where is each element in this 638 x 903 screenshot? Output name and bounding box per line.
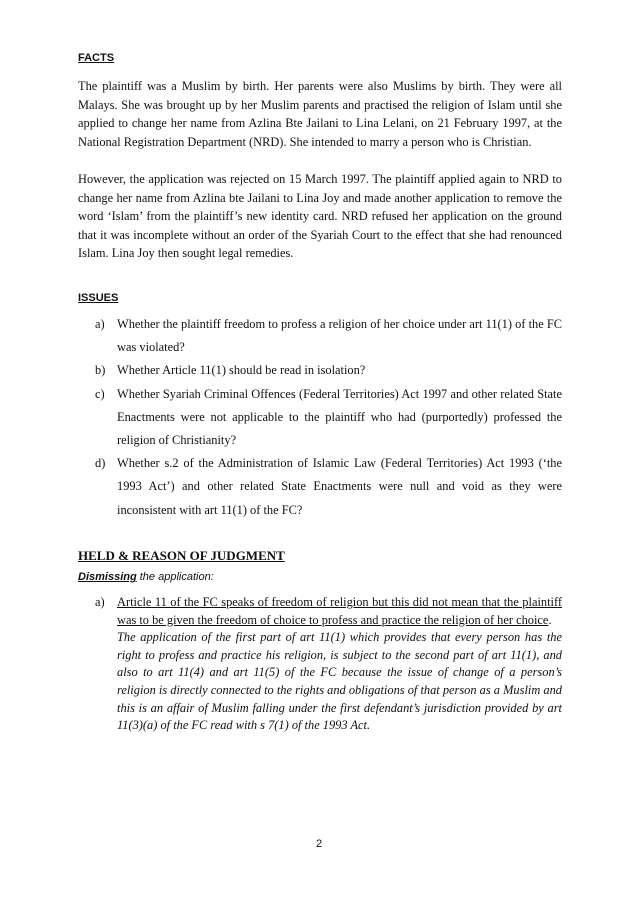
held-principle-text: Article 11 of the FC speaks of freedom of religion but this did not mean that the plaintiff was to be given the freedom of choice to profess and practice the religion of her choice <box>117 595 562 627</box>
held-reasoning: The application of the first part of art 11(1) which provides that every person has the right to profess and practice his religion, is subject to the second part of art 11(1), and also to art 11(4) and art 11(5) of the FC because the issue of change of a person’s religion is directly connected to the rights and obligations of that person as a Muslim and this is an affair of Muslim falling under the first defendant’s jurisdiction provided by art 11(3)(a) of the FC read with s 7(1) of the 1993 Act. <box>117 630 562 733</box>
dismissing-rest: the application: <box>136 571 214 583</box>
held-item-body <box>117 594 562 735</box>
issue-text: Whether the plaintiff freedom to profess a religion of her choice under art 11(1) of the FC was violated? <box>117 317 562 355</box>
issue-text: Whether s.2 of the Administration of Islamic Law (Federal Territories) Act 1993 (‘the 1993 Act’) and other related State Enactments were null and void as they were inconsistent with art 11(1) of the FC? <box>117 456 562 517</box>
held-heading: HELD & REASON OF JUDGMENT <box>78 548 285 563</box>
issue-text: Whether Article 11(1) should be read in isolation? <box>117 363 366 378</box>
dismissing-line <box>78 571 214 583</box>
facts-paragraph-2: However, the application was rejected on 15 March 1997. The plaintiff applied again to NRD to change her name from Azlina bte Jailani to Lina Joy and made another application to remove the word ‘Islam’ from the plaintiff’s new identity card. NRD refused her application on the ground that it was incomplete without an order of the Syariah Court to the effect that she had renounced Islam. Lina Joy then sought legal remedies. <box>78 172 562 261</box>
held-item <box>95 594 562 735</box>
dismissing-word: Dismissing <box>78 571 137 583</box>
facts-paragraph-1: The plaintiff was a Muslim by birth. Her parents were also Muslims by birth. They were all Malays. She was brought up by her Muslim parents and practised the religion of Islam until she applied to change her name from Azlina Bte Jailani to Lina Lelani, on 21 February 1997, at the National Registration Department (NRD). She intended to marry a person who is Christian. <box>78 79 562 149</box>
issues-heading: ISSUES <box>78 292 119 304</box>
issues-list <box>95 313 562 522</box>
list-item <box>95 313 562 359</box>
list-marker: c) <box>95 386 105 401</box>
held-principle-period: . <box>548 612 552 627</box>
held-principle <box>117 594 562 629</box>
list-marker: b) <box>95 363 106 378</box>
list-item <box>95 383 562 453</box>
list-marker: d) <box>95 456 106 471</box>
list-item <box>95 359 562 382</box>
list-marker: a) <box>95 595 105 609</box>
issue-text: Whether Syariah Criminal Offences (Federal Territories) Act 1997 and other related State Enactments were not applicable to the plaintiff who had (purportedly) professed the religion of Christianity? <box>117 386 562 448</box>
list-marker: a) <box>95 317 105 331</box>
list-item <box>95 452 562 522</box>
facts-heading: FACTS <box>78 52 115 64</box>
page-number: 2 <box>315 838 323 850</box>
